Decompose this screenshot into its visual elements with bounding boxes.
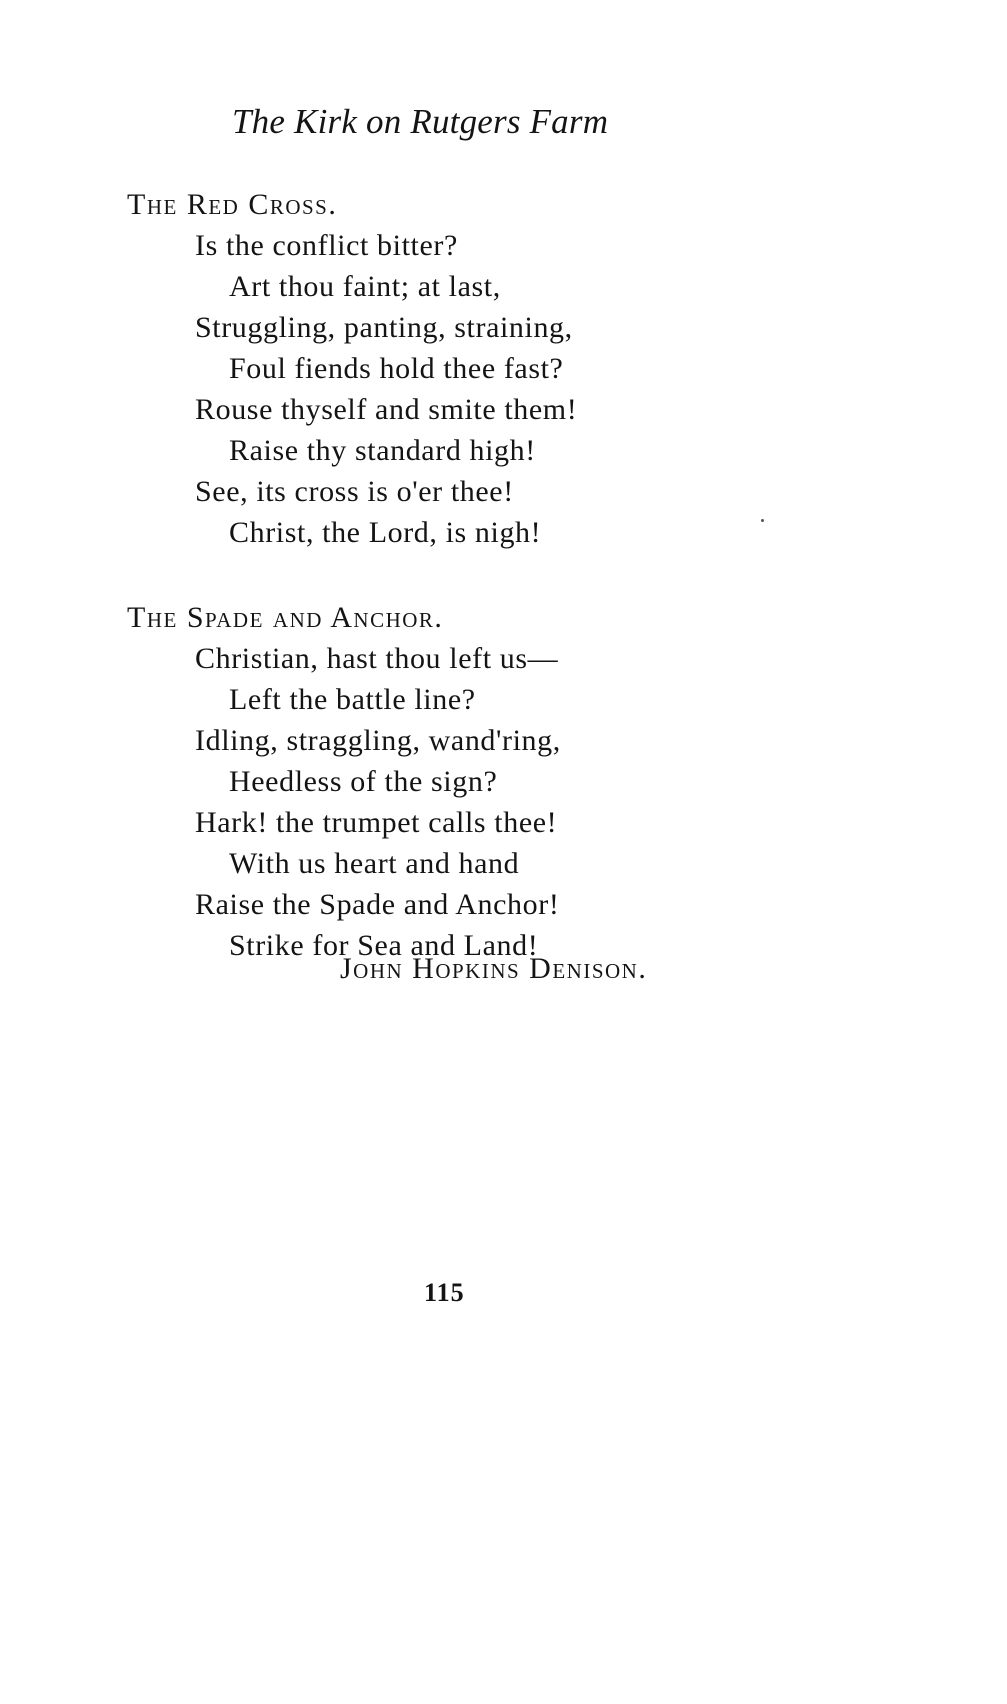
poem-title: The Spade and Anchor.	[127, 601, 444, 634]
poem-line: Christ, the Lord, is nigh!	[229, 516, 542, 549]
print-speck	[761, 519, 764, 522]
poem-line: Art thou faint; at last,	[229, 270, 501, 303]
poem-line: Struggling, panting, straining,	[195, 311, 573, 344]
poem-title: The Red Cross.	[127, 188, 338, 221]
page-number: 115	[424, 1278, 465, 1307]
poem-line: Strike for Sea and Land!	[229, 929, 539, 962]
poem-line: Is the conflict bitter?	[195, 229, 458, 262]
poem-line: Christian, hast thou left us—	[195, 642, 559, 675]
poem-line: Hark! the trumpet calls thee!	[195, 806, 558, 839]
author-signature: John Hopkins Denison.	[340, 952, 648, 985]
running-head: The Kirk on Rutgers Farm	[232, 102, 609, 141]
poem-line: Idling, straggling, wand'ring,	[195, 724, 561, 757]
poem-line: See, its cross is o'er thee!	[195, 475, 514, 508]
poem-line: Rouse thyself and smite them!	[195, 393, 578, 426]
poem-line: Raise the Spade and Anchor!	[195, 888, 560, 921]
poem-line: Left the battle line?	[229, 683, 476, 716]
poem-line: Raise thy standard high!	[229, 434, 536, 467]
poem-line: Heedless of the sign?	[229, 765, 498, 798]
poem-line: Foul fiends hold thee fast?	[229, 352, 564, 385]
poem-line: With us heart and hand	[229, 847, 520, 880]
